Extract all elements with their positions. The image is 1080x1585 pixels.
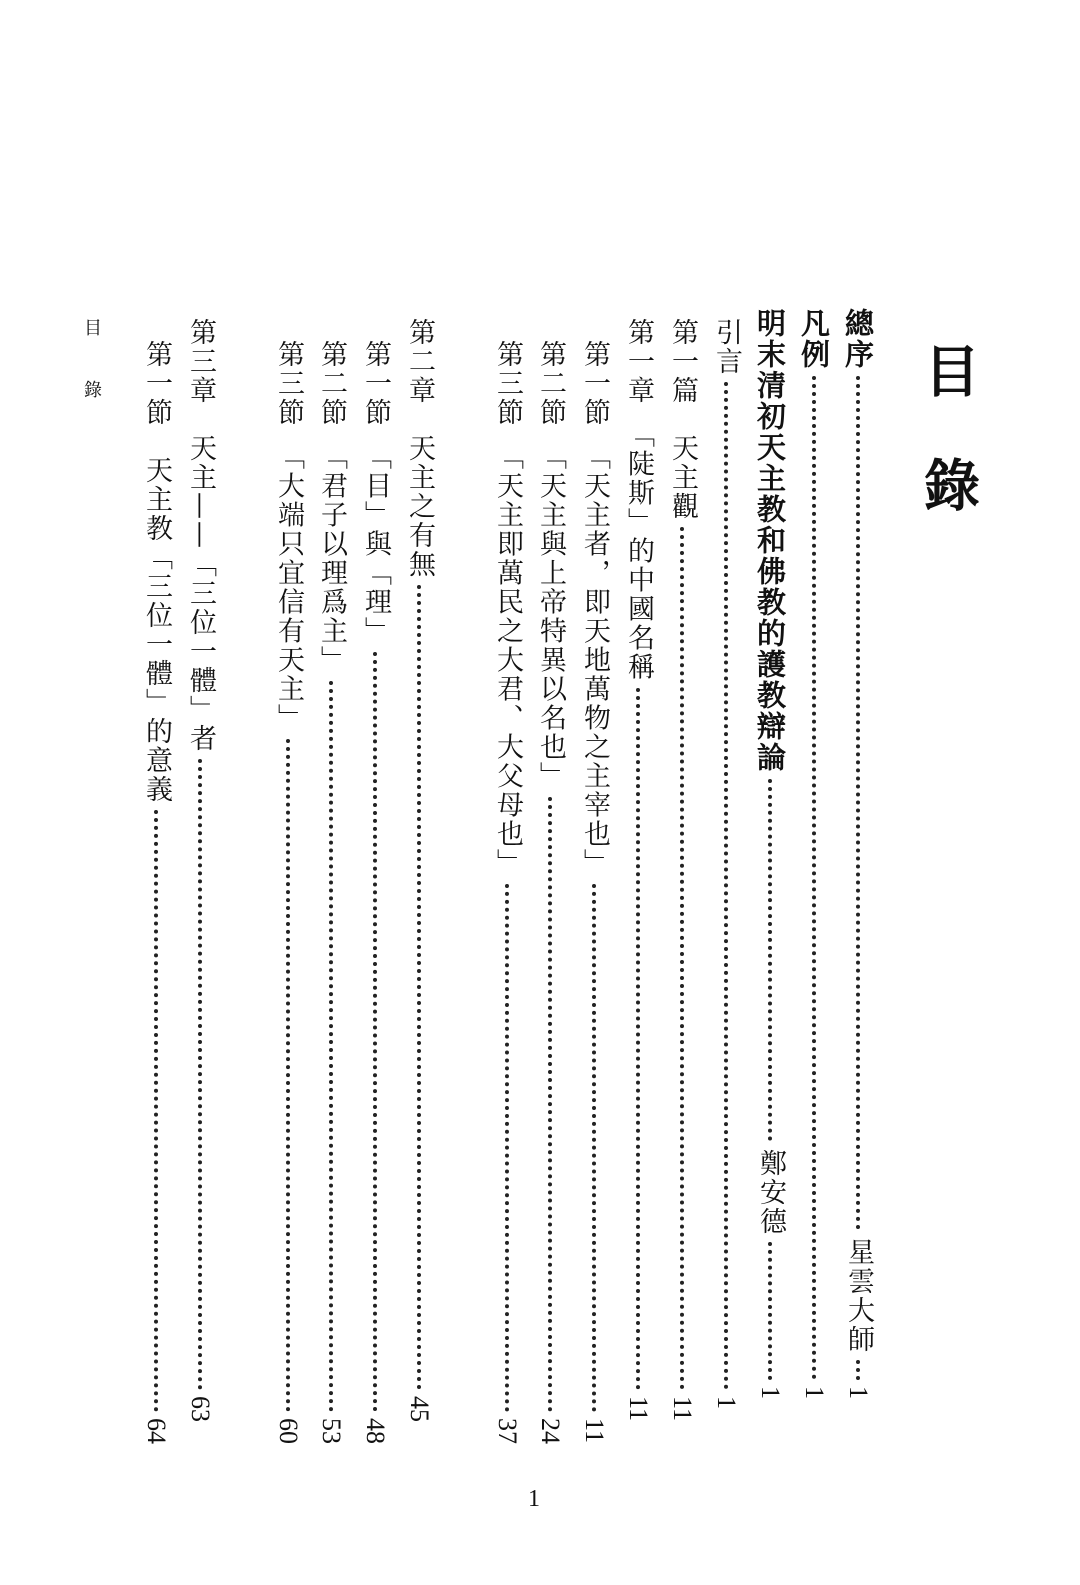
entry-page-number: 37 [493, 1418, 522, 1444]
entry-page-number: 1 [800, 1386, 829, 1399]
entry-title: 凡例 [797, 308, 831, 370]
toc-entry[interactable] [530, 340, 570, 1480]
toc-entry[interactable] [399, 318, 439, 1458]
entry-page-number: 1 [756, 1386, 785, 1399]
entry-page-number: 1 [844, 1386, 873, 1399]
toc-entry[interactable] [268, 340, 308, 1480]
entry-title: 第一節 「目」與「理」 [360, 340, 391, 646]
entry-title: 第三章 天主——「三位一體」者 [185, 318, 216, 753]
page-number: 1 [528, 1486, 540, 1512]
entry-page-number: 11 [624, 1396, 653, 1422]
entry-page-number: 64 [142, 1418, 171, 1444]
entry-author: 鄭安德 [755, 1149, 786, 1236]
dot-leader [680, 527, 684, 1390]
toc-entry[interactable] [750, 308, 790, 1448]
dot-leader [768, 779, 772, 1141]
toc-entry[interactable] [838, 308, 878, 1448]
dot-leader [548, 797, 552, 1412]
dot-leader [154, 810, 158, 1412]
entry-title: 第三節 「大端只宜信有天主」 [273, 340, 304, 733]
entry-page-number: 60 [274, 1418, 303, 1444]
entry-title: 第三節 「天主即萬民之大君、大父母也」 [492, 340, 523, 878]
entry-page-number: 53 [317, 1418, 346, 1444]
entry-title: 第一節 天主教「三位一體」的意義 [141, 340, 172, 804]
entry-page-number: 24 [536, 1418, 565, 1444]
entry-page-number: 1 [712, 1396, 741, 1409]
entry-author: 星雲大師 [843, 1238, 874, 1354]
dot-leader [198, 759, 202, 1390]
dot-leader [856, 376, 860, 1230]
entry-title: 第二節 「天主與上帝特異以名也」 [535, 340, 566, 791]
entry-page-number: 45 [405, 1396, 434, 1422]
toc-entry[interactable] [662, 318, 702, 1458]
entry-title: 引言 [711, 318, 742, 376]
page-title: 目錄 [915, 342, 981, 570]
toc-entry[interactable] [794, 308, 834, 1448]
dot-leader [505, 884, 509, 1412]
toc-entry[interactable] [136, 340, 176, 1480]
entry-page-number: 11 [668, 1396, 697, 1422]
toc-entry[interactable] [618, 318, 658, 1458]
toc-entry[interactable] [487, 340, 527, 1480]
entry-title: 明末清初天主教和佛教的護教辯論 [753, 308, 787, 773]
toc-entry[interactable] [706, 318, 746, 1458]
entry-title: 第一篇 天主觀 [667, 318, 698, 521]
dot-leader [373, 652, 377, 1412]
entry-title: 第一節 「天主者，即天地萬物之主宰也」 [579, 340, 610, 878]
toc-entry[interactable] [311, 340, 351, 1480]
entry-title: 第二章 天主之有無 [404, 318, 435, 579]
dot-leader [724, 382, 728, 1390]
dot-leader [329, 681, 333, 1412]
dot-leader [856, 1360, 860, 1380]
dot-leader [286, 739, 290, 1412]
entry-page-number: 48 [361, 1418, 390, 1444]
dot-leader [592, 884, 596, 1412]
entry-title: 第二節 「君子以理爲主」 [316, 340, 347, 675]
dot-leader [768, 1242, 772, 1380]
toc-entry[interactable] [355, 340, 395, 1480]
dot-leader [417, 585, 421, 1390]
toc-entry[interactable] [180, 318, 220, 1458]
entry-page-number: 11 [580, 1418, 609, 1444]
entry-title: 第一章 「陡斯」的中國名稱 [623, 318, 654, 682]
dot-leader [812, 376, 816, 1380]
dot-leader [636, 688, 640, 1390]
entry-page-number: 63 [186, 1396, 215, 1422]
toc-entry[interactable] [574, 340, 614, 1480]
entry-title: 總序 [841, 308, 875, 370]
running-head: 目錄 [81, 318, 102, 442]
